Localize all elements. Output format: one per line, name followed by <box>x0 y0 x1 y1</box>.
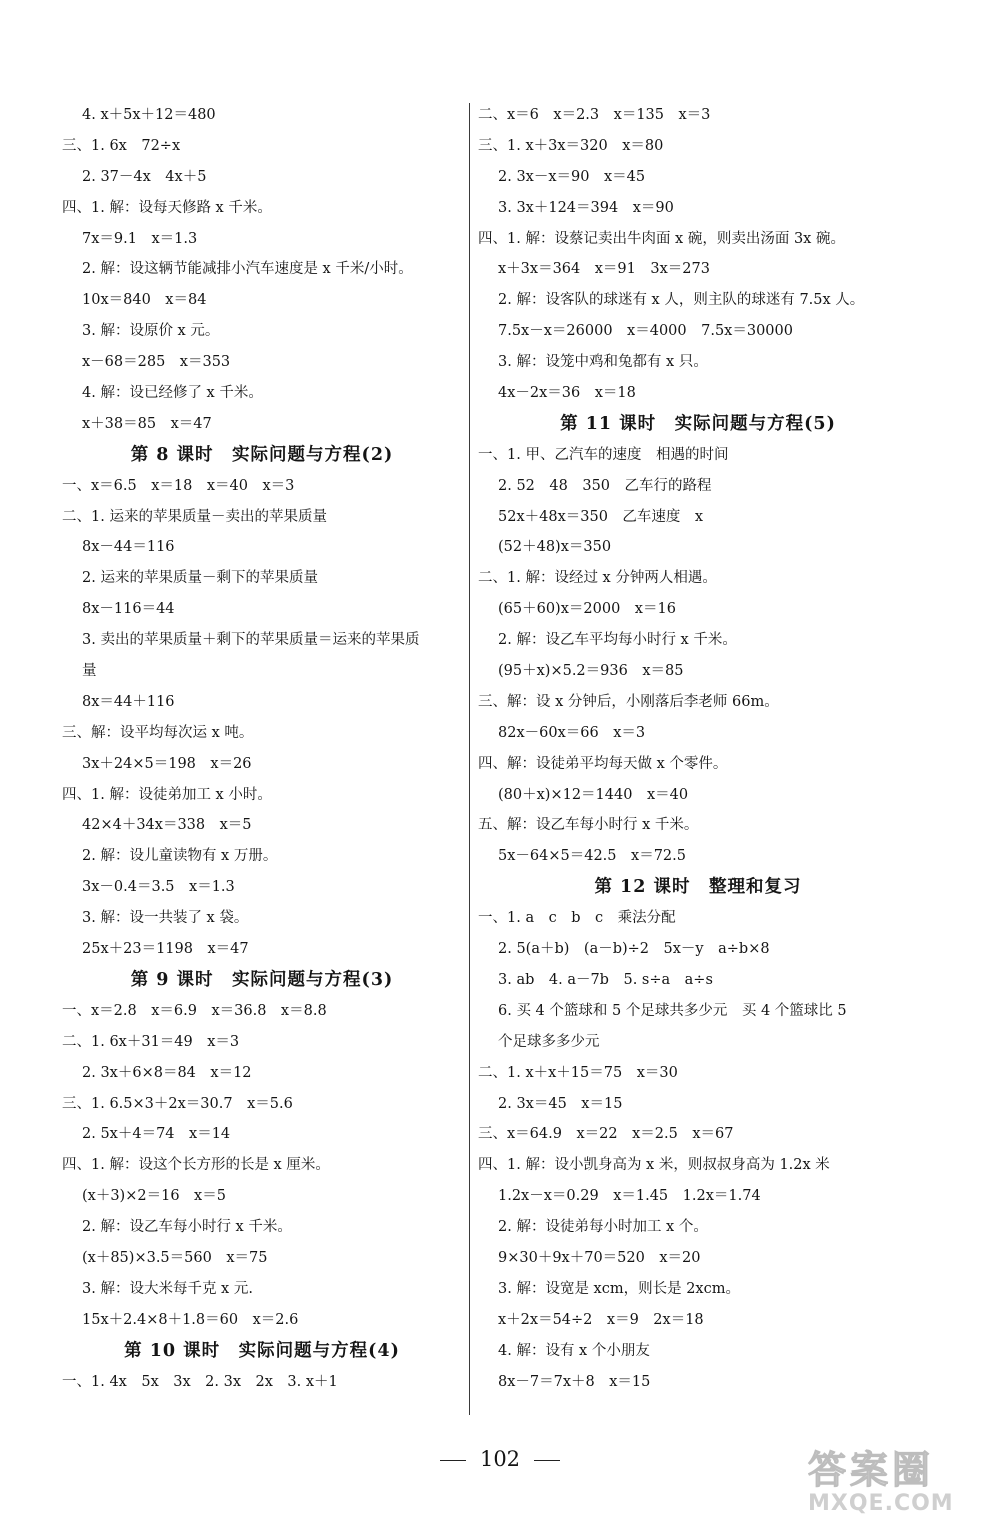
answer-line: 2. 52 48 350 乙车行的路程 <box>498 477 712 494</box>
answer-line: 四、1. 解：设这个长方形的长是 x 厘米。 <box>62 1157 330 1174</box>
answer-line: 个足球多多少元 <box>498 1033 600 1050</box>
answer-line: 2. 解：设乙车每小时行 x 千米。 <box>82 1219 292 1236</box>
answer-line: 4. 解：设已经修了 x 千米。 <box>82 385 263 402</box>
answer-line: 2. 运来的苹果质量－剩下的苹果质量 <box>82 570 318 587</box>
answer-line: 量 <box>82 663 97 680</box>
answer-line: 15x＋2.4×8＋1.8＝60 x＝2.6 <box>82 1311 299 1328</box>
footer-dash-left <box>440 1460 466 1461</box>
answer-line: 3. 解：设一共装了 x 袋。 <box>82 910 249 927</box>
answer-line: 二、1. 运来的苹果质量－卖出的苹果质量 <box>62 508 327 525</box>
answer-line: (65＋60)x＝2000 x＝16 <box>498 601 676 618</box>
answer-line: 4x－2x＝36 x＝18 <box>498 385 636 402</box>
section-heading: 第 9 课时 实际问题与方程(3) <box>130 969 394 990</box>
answer-line: 2. 3x＝45 x＝15 <box>498 1095 623 1112</box>
answer-line: 1.2x－x＝0.29 x＝1.45 1.2x＝1.74 <box>498 1188 761 1205</box>
answer-line: 2. 5x＋4＝74 x＝14 <box>82 1126 231 1143</box>
answer-line: 10x＝840 x＝84 <box>82 292 207 309</box>
answer-line: 一、1. 甲、乙汽车的速度 相遇的时间 <box>478 446 729 463</box>
answer-line: 8x＝44＋116 <box>82 693 175 710</box>
answer-line: 二、1. 解：设经过 x 分钟两人相遇。 <box>478 570 717 587</box>
answer-line: 3. 3x＋124＝394 x＝90 <box>498 199 674 216</box>
answer-line: 二、x＝6 x＝2.3 x＝135 x＝3 <box>478 107 711 123</box>
answer-line: 一、x＝2.8 x＝6.9 x＝36.8 x＝8.8 <box>62 1002 327 1019</box>
column-divider <box>469 103 470 1415</box>
answer-line: 四、1. 解：设徒弟加工 x 小时。 <box>62 786 272 803</box>
answer-line: 2. 解：设乙车平均每小时行 x 千米。 <box>498 632 737 649</box>
answer-line: x－68＝285 x＝353 <box>82 354 231 371</box>
answer-line: 8x－116＝44 <box>82 601 175 618</box>
answer-line: 2. 5(a＋b) (a－b)÷2 5x－y a÷b×8 <box>498 941 770 958</box>
answer-line: 2. 解：设儿童读物有 x 万册。 <box>82 848 278 865</box>
answer-line: 三、1. x＋3x＝320 x＝80 <box>478 137 664 154</box>
answer-line: 四、1. 解：设蔡记卖出牛肉面 x 碗，则卖出汤面 3x 碗。 <box>478 230 845 247</box>
answer-line: 一、1. a c b c 乘法分配 <box>478 910 676 927</box>
answer-line: 2. 解：设徒弟每小时加工 x 个。 <box>498 1219 708 1236</box>
answer-line: (52＋48)x＝350 <box>498 539 612 556</box>
watermark-top-text: 答案圈 <box>808 1448 935 1492</box>
answer-line: 9×30＋9x＋70＝520 x＝20 <box>498 1249 701 1266</box>
answer-line: 三、1. 6.5×3＋2x＝30.7 x＝5.6 <box>62 1095 293 1112</box>
answer-line: (x＋3)×2＝16 x＝5 <box>82 1188 226 1205</box>
right-column <box>478 100 918 1397</box>
answer-line: 2. 解：设客队的球迷有 x 人，则主队的球迷有 7.5x 人。 <box>498 292 865 309</box>
answer-line: 三、解：设平均每次运 x 吨。 <box>62 724 254 741</box>
answer-line: 42×4＋34x＝338 x＝5 <box>82 817 252 834</box>
answer-line: (95＋x)×5.2＝936 x＝85 <box>498 663 684 680</box>
answer-line: 三、解：设 x 分钟后，小刚落后李老师 66m。 <box>478 693 779 710</box>
answer-line: 82x－60x＝66 x＝3 <box>498 724 646 741</box>
answer-line: 五、解：设乙车每小时行 x 千米。 <box>478 817 699 834</box>
answer-line: 3. ab 4. a－7b 5. s÷a a÷s <box>498 971 713 988</box>
answer-line: 3. 解：设大米每千克 x 元. <box>82 1280 253 1297</box>
answer-line: (x＋85)×3.5＝560 x＝75 <box>82 1249 268 1266</box>
answer-line: 7x＝9.1 x＝1.3 <box>82 230 198 247</box>
answer-line: 四、1. 解：设小凯身高为 x 米，则叔叔身高为 1.2x 米 <box>478 1157 830 1174</box>
answer-line: 二、1. 6x＋31＝49 x＝3 <box>62 1033 240 1050</box>
watermark-logo <box>808 1448 998 1518</box>
answer-line: 6. 买 4 个篮球和 5 个足球共多少元 买 4 个篮球比 5 <box>498 1002 847 1019</box>
section-heading: 第 12 课时 整理和复习 <box>594 877 802 898</box>
answer-line: 二、1. x＋x＋15＝75 x＝30 <box>478 1064 678 1081</box>
answer-line: x＋38＝85 x＝47 <box>82 415 212 432</box>
answer-line: 2. 3x＋6×8＝84 x＝12 <box>82 1064 252 1081</box>
section-heading: 第 10 课时 实际问题与方程(4) <box>124 1340 400 1361</box>
answer-line: 2. 解：设这辆节能减排小汽车速度是 x 千米/小时。 <box>82 261 413 278</box>
answer-line: 3. 解：设原价 x 元。 <box>82 323 220 340</box>
answer-line: 8x－44＝116 <box>82 539 175 556</box>
answer-line: 2. 37－4x 4x＋5 <box>82 168 207 185</box>
section-heading: 第 8 课时 实际问题与方程(2) <box>130 444 394 465</box>
watermark-url-text: MXQE.COM <box>808 1491 954 1516</box>
answer-line: 5x－64×5＝42.5 x＝72.5 <box>498 848 686 865</box>
section-heading: 第 11 课时 实际问题与方程(5) <box>560 413 836 434</box>
answer-line: 一、x＝6.5 x＝18 x＝40 x＝3 <box>62 477 295 494</box>
answer-line: 一、1. 4x 5x 3x 2. 3x 2x 3. x＋1 <box>62 1373 338 1390</box>
answer-line: 4. 解：设有 x 个小朋友 <box>498 1342 650 1359</box>
answer-line: 3x＋24×5＝198 x＝26 <box>82 755 252 772</box>
answer-line: x＋2x＝54÷2 x＝9 2x＝18 <box>498 1311 704 1328</box>
answer-line: 3. 解：设笼中鸡和兔都有 x 只。 <box>498 354 708 371</box>
answer-line: 8x－7＝7x＋8 x＝15 <box>498 1373 651 1390</box>
answer-line: 4. x＋5x＋12＝480 <box>82 107 216 123</box>
answer-line: 2. 3x－x＝90 x＝45 <box>498 168 646 185</box>
page-number: 102 <box>479 1447 521 1471</box>
left-column <box>62 100 462 1397</box>
answer-line: x＋3x＝364 x＝91 3x＝273 <box>498 261 710 278</box>
answer-line: 3. 解：设宽是 xcm，则长是 2xcm。 <box>498 1280 740 1297</box>
answer-line: 3. 卖出的苹果质量＋剩下的苹果质量＝运来的苹果质 <box>82 632 420 649</box>
answer-line: 52x＋48x＝350 乙车速度 x <box>498 508 704 525</box>
answer-line: 3x－0.4＝3.5 x＝1.3 <box>82 879 235 896</box>
answer-line: (80＋x)×12＝1440 x＝40 <box>498 786 689 803</box>
answer-line: 四、解：设徒弟平均每天做 x 个零件。 <box>478 755 728 772</box>
answer-line: 三、1. 6x 72÷x <box>62 137 181 154</box>
answer-line: 25x＋23＝1198 x＝47 <box>82 941 249 958</box>
footer-dash-right <box>534 1460 560 1461</box>
answer-line: 四、1. 解：设每天修路 x 千米。 <box>62 199 272 216</box>
answer-line: 7.5x－x＝26000 x＝4000 7.5x＝30000 <box>498 323 793 340</box>
answer-line: 三、x＝64.9 x＝22 x＝2.5 x＝67 <box>478 1126 734 1143</box>
